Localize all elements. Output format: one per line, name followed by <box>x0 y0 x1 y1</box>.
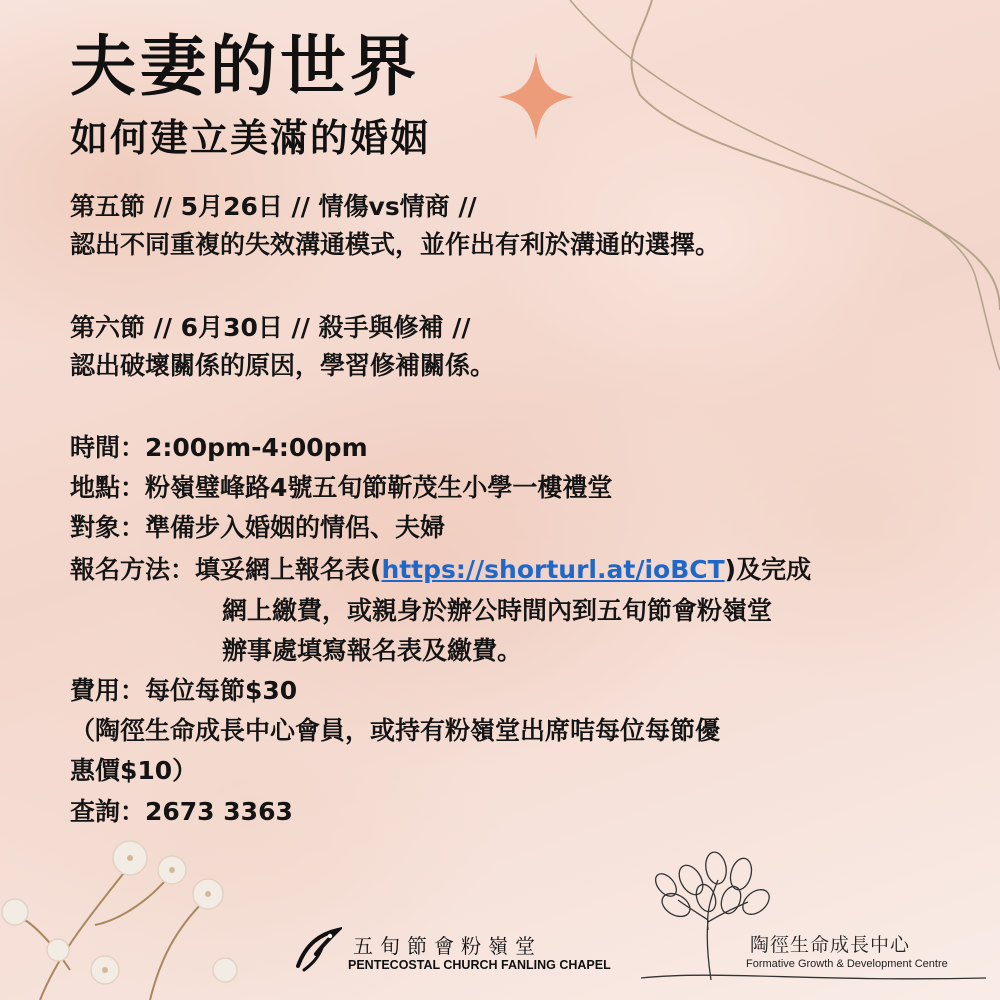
church-name-english: PENTECOSTAL CHURCH FANLING CHAPEL <box>348 958 611 972</box>
page-title: 夫妻的世界 <box>70 27 420 105</box>
registration-link[interactable]: https://shorturl.at/ioBCT <box>381 555 725 584</box>
church-name-chinese: 五旬節會粉嶺堂 <box>353 934 542 958</box>
discount-line-1: （陶徑生命成長中心會員，或持有粉嶺堂出席咭每位每節優 <box>70 716 721 745</box>
session5-description: 認出不同重複的失效溝通模式，並作出有利於溝通的選擇。 <box>70 230 721 259</box>
discount-line-2: 惠價$10） <box>70 756 198 785</box>
session6-heading: 第六節 // 6月30日 // 殺手與修補 // <box>70 313 471 342</box>
registration-prefix: 報名方法：填妥網上報名表( <box>70 555 382 584</box>
venue-info: 地點：粉嶺璧峰路4號五旬節靳茂生小學一樓禮堂 <box>70 473 613 502</box>
audience-info: 對象：準備步入婚姻的情侶、夫婦 <box>70 513 446 542</box>
registration-suffix: )及完成 <box>724 555 812 584</box>
page-subtitle: 如何建立美滿的婚姻 <box>70 115 431 160</box>
registration-line-3: 辦事處填寫報名表及繳費。 <box>222 636 523 665</box>
enquiry-info: 查詢：2673 3363 <box>70 797 293 826</box>
flower-illustration <box>0 820 260 1000</box>
session5-heading: 第五節 // 5月26日 // 情傷vs情商 // <box>70 192 477 221</box>
sparkle-icon <box>496 52 576 142</box>
session6-description: 認出破壞關係的原因，學習修補關係。 <box>70 351 496 380</box>
centre-name-english: Formative Growth & Development Centre <box>746 958 948 970</box>
registration-info <box>70 555 811 585</box>
centre-name-chinese: 陶徑生命成長中心 <box>750 934 911 956</box>
fee-info: 費用：每位每節$30 <box>70 676 298 705</box>
church-fish-logo-icon <box>292 924 342 974</box>
time-info: 時間：2:00pm-4:00pm <box>70 433 368 462</box>
registration-line-2: 網上繳費，或親身於辦公時間內到五旬節會粉嶺堂 <box>222 596 773 625</box>
